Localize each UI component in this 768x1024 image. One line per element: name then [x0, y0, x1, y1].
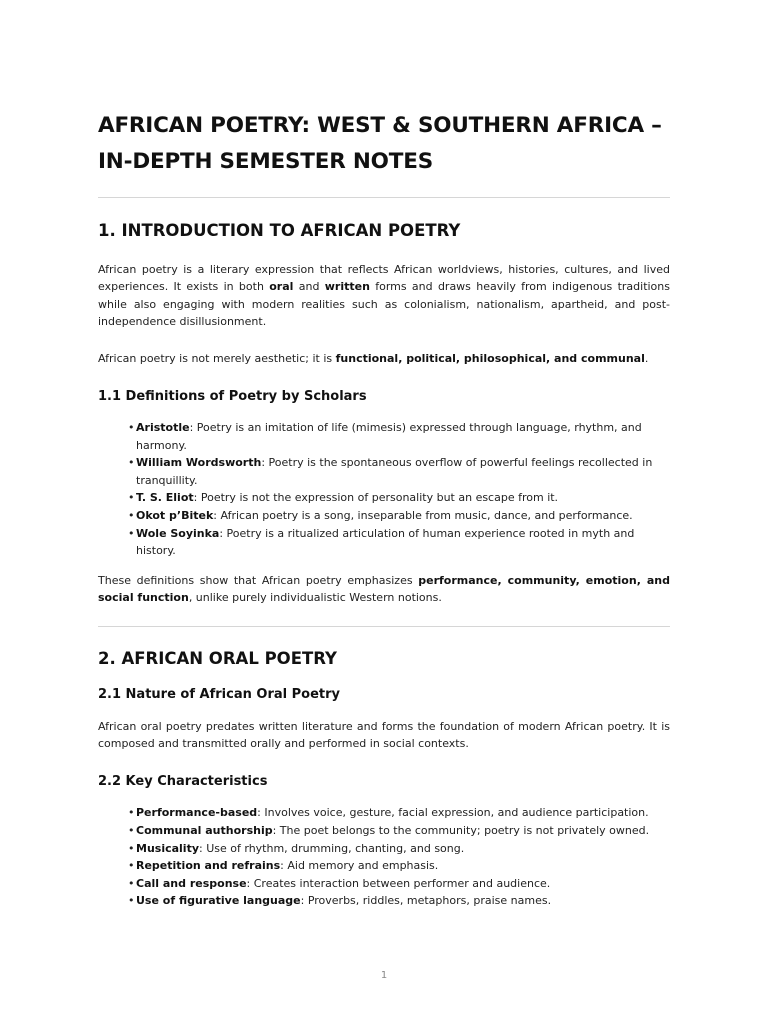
list-item-text: : Poetry is the spontaneous overflow of powerful feelings recollected in tranquillity.	[136, 456, 653, 487]
section-1-paragraph-1	[98, 261, 670, 331]
bullet-icon: •	[128, 491, 135, 505]
list-item-term: Use of figurative language	[136, 894, 301, 908]
divider	[98, 626, 670, 627]
list-item-term: Musicality	[136, 841, 200, 855]
bullet-icon: •	[128, 824, 135, 837]
list-item	[128, 892, 670, 910]
divider	[98, 197, 670, 198]
definitions-summary	[98, 572, 670, 607]
section-1-paragraph-2	[98, 350, 670, 367]
list-item-term: Communal authorship	[136, 824, 273, 837]
title-line-1: AFRICAN POETRY: WEST & SOUTHERN AFRICA –	[98, 113, 662, 138]
list-item-term: Aristotle	[136, 421, 190, 435]
text-run: These definitions show that African poetry emphasizes	[98, 573, 419, 587]
list-item	[128, 840, 670, 858]
subsection-2-1-heading: 2.1 Nature of African Oral Poetry	[98, 686, 340, 702]
list-item-term: Call and response	[136, 876, 247, 890]
text-run: African poetry is not merely aesthetic; it is	[98, 351, 336, 365]
bullet-icon: •	[128, 421, 135, 435]
list-item	[128, 489, 670, 507]
list-item-term: T. S. Eliot	[136, 491, 194, 505]
text-run: and	[293, 280, 325, 294]
bullet-icon: •	[128, 841, 135, 855]
text-run: .	[644, 351, 649, 365]
list-item-text: : Involves voice, gesture, facial expression, and audience participation.	[257, 806, 649, 820]
list-item	[128, 419, 670, 454]
list-item	[128, 857, 670, 875]
bold-run: performance, community, emotion, and social function	[98, 573, 670, 605]
text-run: , unlike purely individualistic Western notions.	[188, 591, 442, 605]
list-item	[128, 875, 670, 893]
list-item-text: : The poet belongs to the community; poetry is not privately owned.	[272, 824, 650, 837]
list-item-text: : Poetry is a ritualized articulation of human experience rooted in myth and history.	[136, 526, 635, 558]
bullet-icon: •	[128, 806, 135, 820]
list-item-text: : African poetry is a song, inseparable from music, dance, and performance.	[213, 509, 633, 522]
bullet-icon: •	[128, 456, 135, 470]
list-item	[128, 454, 670, 489]
list-item-term: William Wordsworth	[136, 456, 262, 470]
list-item	[128, 822, 670, 840]
bold-run: oral	[269, 280, 294, 294]
characteristics-list	[98, 804, 670, 910]
section-2-heading: 2. AFRICAN ORAL POETRY	[98, 648, 337, 668]
list-item-text: : Poetry is an imitation of life (mimesis) expressed through language, rhythm, and harmony.	[136, 421, 642, 452]
bullet-icon: •	[128, 876, 135, 890]
page-number: 1	[380, 970, 388, 981]
subsection-2-1-paragraph: African oral poetry predates written literature and forms the foundation of modern African poetry. It is composed and transmitted orally and performed in social contexts.	[98, 719, 670, 750]
list-item-term: Performance-based	[136, 806, 258, 820]
list-item	[128, 525, 670, 560]
list-item-text: : Creates interaction between performer and audience.	[246, 876, 551, 890]
document-page	[98, 108, 670, 910]
list-item-text: : Use of rhythm, drumming, chanting, and song.	[199, 841, 465, 855]
list-item-text: : Poetry is not the expression of personality but an escape from it.	[193, 491, 559, 505]
text-run: African poetry is a literary expression that reflects African worldviews, histories, cultures, and lived experiences. It exists in both	[98, 263, 670, 294]
list-item	[128, 507, 670, 525]
bullet-icon: •	[128, 509, 135, 522]
list-item	[128, 804, 670, 822]
list-item-term: Wole Soyinka	[136, 526, 220, 540]
subsection-1-1-heading: 1.1 Definitions of Poetry by Scholars	[98, 389, 367, 405]
definitions-list	[98, 419, 670, 560]
document-title	[98, 108, 670, 180]
list-item-text: : Aid memory and emphasis.	[280, 859, 439, 873]
list-item-term: Repetition and refrains	[136, 859, 281, 873]
bullet-icon: •	[128, 859, 135, 873]
bold-run: functional, political, philosophical, and communal	[335, 351, 645, 365]
text-run: forms and draws heavily from indigenous traditions while also engaging with modern realities such as colonialism, nationalism, apartheid, and post-independence disillusionment.	[98, 280, 670, 329]
bullet-icon: •	[128, 526, 135, 540]
list-item-text: : Proverbs, riddles, metaphors, praise names.	[300, 894, 552, 908]
bullet-icon: •	[128, 894, 135, 908]
section-1-heading: 1. INTRODUCTION TO AFRICAN POETRY	[98, 221, 461, 240]
title-line-2: IN-DEPTH SEMESTER NOTES	[98, 149, 433, 174]
bold-run: written	[324, 280, 370, 294]
subsection-2-2-heading: 2.2 Key Characteristics	[98, 774, 268, 790]
list-item-term: Okot p’Bitek	[136, 509, 214, 522]
